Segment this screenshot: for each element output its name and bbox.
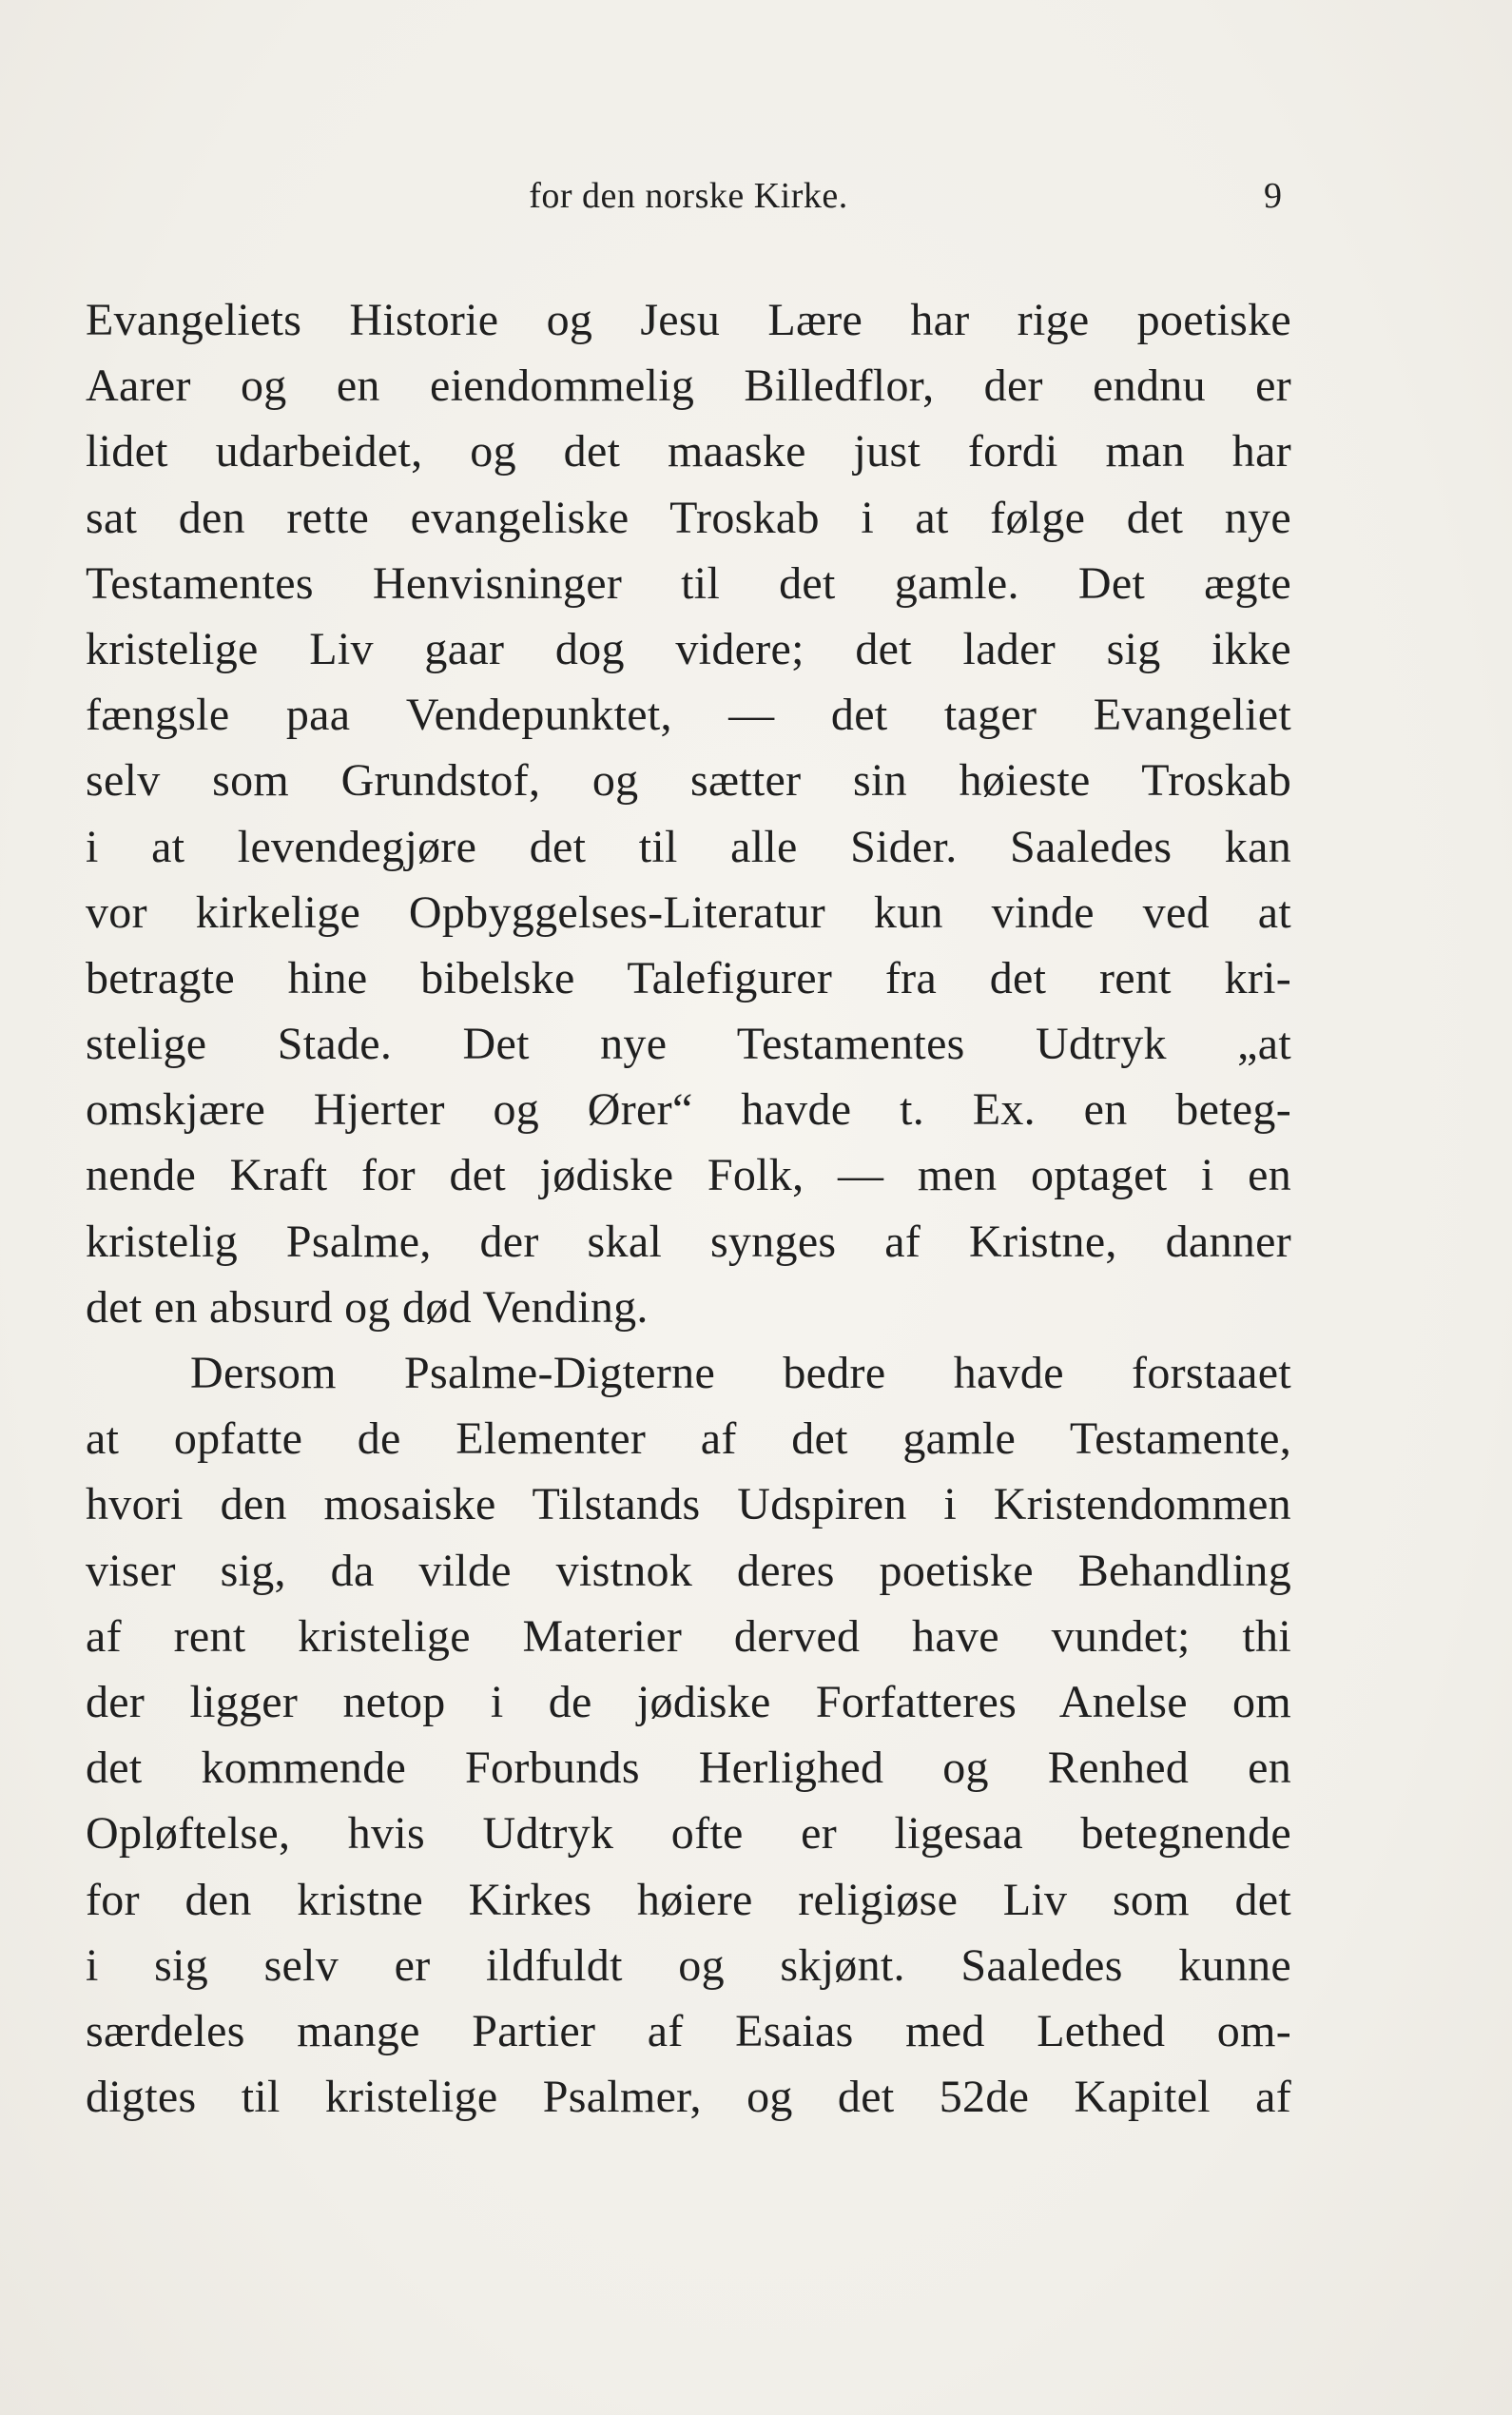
text-line: hvori den mosaiske Tilstands Udspiren i Kristendommen <box>86 1479 1291 1530</box>
text-line: Aarer og en eiendommelig Billedflor, der endnu er <box>86 360 1291 412</box>
text-line: Evangeliets Historie og Jesu Lære har rige poetiske <box>86 295 1291 345</box>
text-line: i at levendegjøre det til alle Sider. Saaledes kan <box>86 821 1291 872</box>
text-line: at opfatte de Elementer af det gamle Testamente, <box>86 1413 1291 1465</box>
page-number: 9 <box>1264 176 1282 216</box>
text-line: vor kirkelige Opbyggelses-Literatur kun vinde ved at <box>86 886 1291 938</box>
paragraph-end-line: det en absurd og død Vending. <box>86 1281 649 1333</box>
text-line: stelige Stade. Det nye Testamentes Udtryk „at <box>86 1019 1291 1070</box>
text-line: lidet udarbeidet, og det maaske just fordi man har <box>86 426 1291 477</box>
text-line: det kommende Forbunds Herlighed og Renhed en <box>86 1743 1291 1794</box>
text-line: sat den rette evangeliske Troskab i at følge det nye <box>86 492 1291 543</box>
text-line: viser sig, da vilde vistnok deres poetiske Behandling <box>86 1545 1291 1596</box>
running-title: for den norske Kirke. <box>529 176 848 216</box>
text-line: nende Kraft for det jødiske Folk, — men optaget i en <box>86 1150 1291 1201</box>
text-line: der ligger netop i de jødiske Forfatteres Anelse om <box>86 1676 1291 1727</box>
text-line: kristelig Psalme, der skal synges af Kristne, danner <box>86 1216 1291 1267</box>
text-line: særdeles mange Partier af Esaias med Lethed om- <box>86 2005 1291 2056</box>
text-line: digtes til kristelige Psalmer, og det 52de Kapitel af <box>86 2072 1291 2123</box>
paragraph-start-line: Dersom Psalme-Digterne bedre havde forstaaet <box>190 1348 1291 1398</box>
running-header <box>86 173 1291 219</box>
body-text <box>86 287 1291 2130</box>
text-line: for den kristne Kirkes høiere religiøse Liv som det <box>86 1874 1291 1925</box>
text-line: af rent kristelige Materier derved have vundet; thi <box>86 1610 1291 1662</box>
text-line: fængsle paa Vendepunktet, — det tager Evangeliet <box>86 690 1291 741</box>
text-line: Testamentes Henvisninger til det gamle. Det ægte <box>86 557 1291 609</box>
text-line: selv som Grundstof, og sætter sin høieste Troskab <box>86 755 1291 807</box>
text-line: Opløftelse, hvis Udtryk ofte er ligesaa betegnende <box>86 1808 1291 1860</box>
text-line: omskjære Hjerter og Ører“ havde t. Ex. en beteg- <box>86 1084 1291 1136</box>
text-line: betragte hine bibelske Talefigurer fra det rent kri- <box>86 952 1291 1003</box>
text-line: kristelige Liv gaar dog videre; det lader sig ikke <box>86 623 1291 674</box>
text-line: i sig selv er ildfuldt og skjønt. Saaledes kunne <box>86 1939 1291 1991</box>
